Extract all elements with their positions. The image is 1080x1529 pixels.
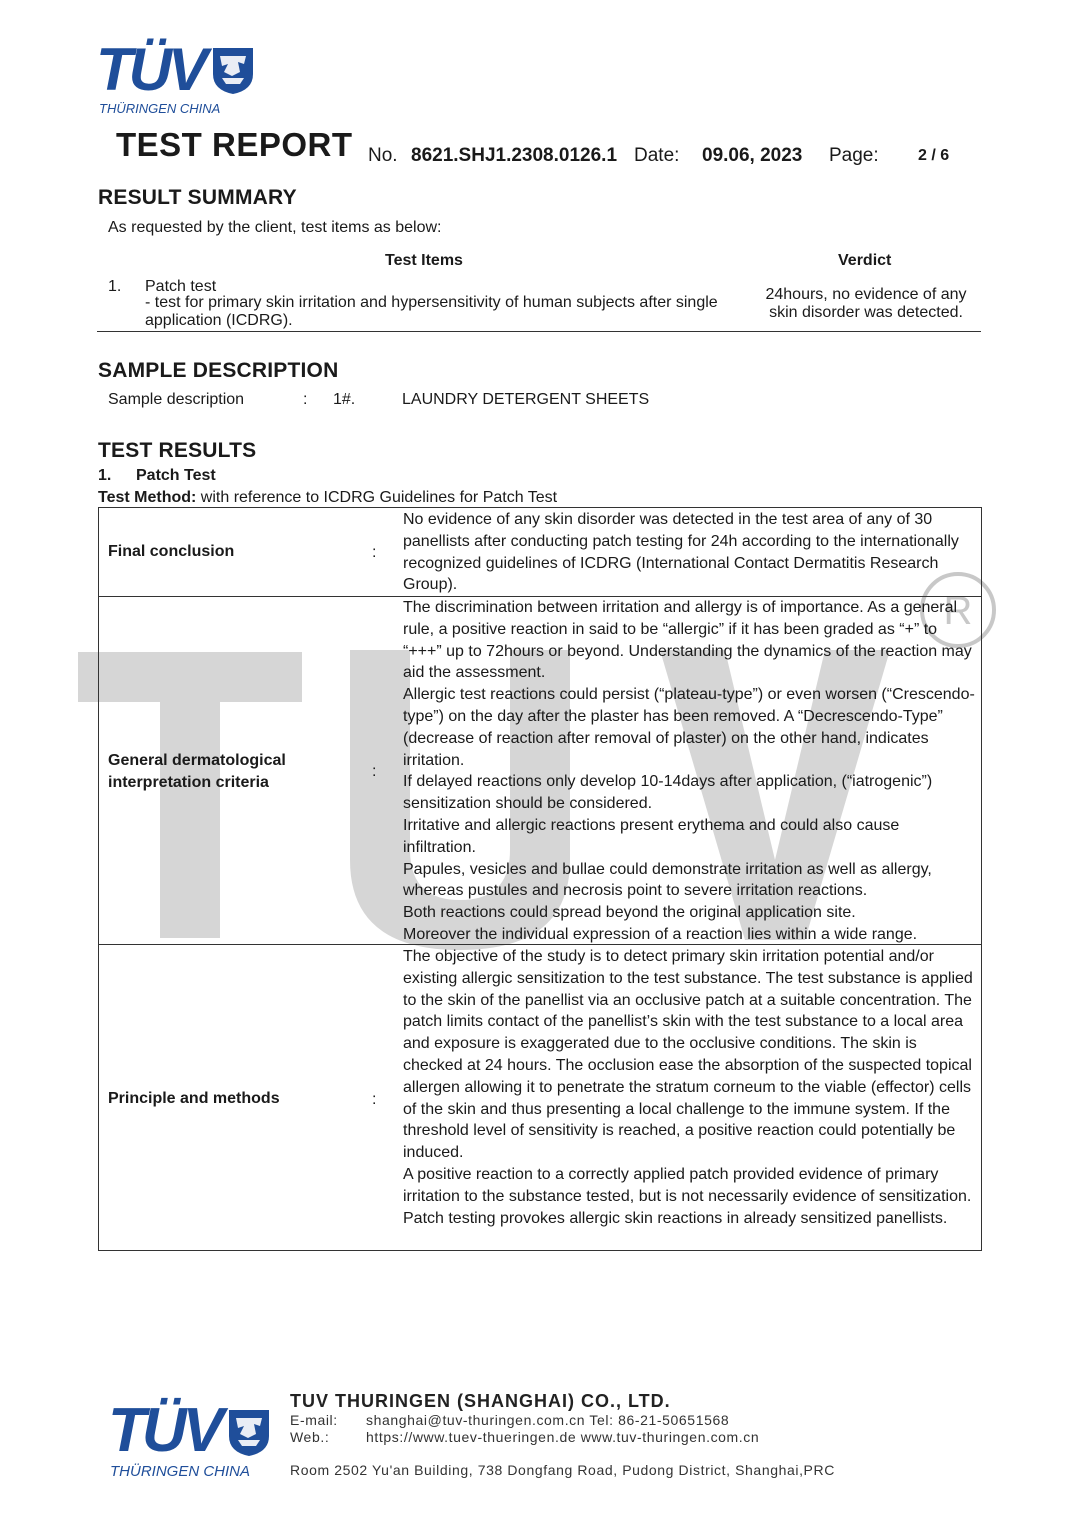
lion-shield-icon [226, 1408, 272, 1458]
summary-row-verdict: 24hours, no evidence of any skin disorder was detected. [765, 286, 967, 321]
footer-email-link[interactable]: shanghai@tuv-thuringen.com.cn Tel: 86-21-50651568 [366, 1412, 730, 1428]
row-label: Final conclusion [108, 543, 235, 560]
test-results-sub-title: Patch Test [136, 467, 216, 484]
svg-text:R: R [943, 589, 973, 633]
table-row [99, 596, 981, 944]
report-date-label: Date: [634, 145, 680, 166]
logo-brand-text: TÜV [96, 36, 204, 103]
sample-description-heading: SAMPLE DESCRIPTION [98, 359, 339, 382]
footer-address: Room 2502 Yu'an Building, 738 Dongfang Road, Pudong District, Shanghai,PRC [290, 1462, 835, 1478]
footer-web-label: Web.: [290, 1429, 330, 1445]
col-verdict: Verdict [838, 252, 892, 269]
result-summary-heading: RESULT SUMMARY [98, 186, 297, 209]
footer-web-link[interactable]: https://www.tuev-thueringen.de www.tuv-thuringen.com.cn [366, 1429, 760, 1445]
report-page-value: 2 / 6 [918, 147, 950, 164]
summary-divider [97, 331, 981, 332]
footer-logo-brand: TÜV [108, 1396, 220, 1465]
sample-id: 1#. [333, 391, 356, 408]
summary-row-detail: - test for primary skin irritation and hypersensitivity of human subjects after single application (ICDRG). [145, 294, 718, 329]
row-text: The objective of the study is to detect primary skin irritation potential and/or existing allergic sensitization to the test substance. The test substance is applied to the skin of the panellist via an occlusive patch at a suitable concentration. The patch limits contact of the panellist’s skin with the test substance to a local area and exposure is exaggerated due to the occlusive conditions. The skin is checked at 24 hours. The occlusion ease the absorption of the suspected topical allergen allowing it to penetrate the stratum corneum to the viable (effector) cells of the skin and thus presenting a local challenge to the immune system. If the threshold level of sensitivity is reached, a positive reaction could potentially be induced. A positive reaction to a correctly applied patch provided evidence of primary irritation to the substance tested, but is not necessarily evidence of sensitization. Patch testing provokes allergic skin reactions in already sensitized panellists. [403, 948, 973, 1227]
report-page-label: Page: [829, 145, 879, 166]
result-summary-intro: As requested by the client, test items as below: [108, 219, 442, 236]
report-title: TEST REPORT [116, 126, 353, 163]
test-method-value: with reference to ICDRG Guidelines for Patch Test [196, 489, 558, 506]
logo-subtitle: THÜRINGEN CHINA [99, 101, 221, 116]
row-text: No evidence of any skin disorder was detected in the test area of any of 30 panellists after conducting patch testing for 24h according to the internationally recognized guidelines of ICDRG (International Contact Dermatitis Research Group). [403, 511, 959, 594]
table-row [99, 944, 981, 1250]
footer-logo [108, 1396, 272, 1480]
test-method [98, 487, 557, 509]
row-label: Principle and methods [108, 1090, 280, 1107]
report-date-value: 09.06, 2023 [702, 145, 803, 166]
row-colon: : [372, 1091, 377, 1108]
col-test-items: Test Items [385, 252, 463, 269]
test-method-label: Test Method: [98, 489, 197, 506]
test-results-table [98, 507, 982, 1251]
lion-shield-icon [210, 46, 256, 96]
test-results-heading: TEST RESULTS [98, 439, 257, 462]
sample-value: LAUNDRY DETERGENT SHEETS [402, 391, 650, 408]
footer-logo-subtitle: THÜRINGEN CHINA [110, 1463, 251, 1480]
sample-description-label: Sample description [108, 391, 245, 408]
footer-email-label: E-mail: [290, 1412, 338, 1428]
header-logo [96, 36, 256, 116]
summary-row-name: Patch test [145, 278, 217, 295]
table-row [99, 508, 981, 596]
report-no-label: No. [368, 145, 398, 166]
footer-company: TUV THURINGEN (SHANGHAI) CO., LTD. [290, 1391, 671, 1411]
report-no-value: 8621.SHJ1.2308.0126.1 [411, 145, 618, 166]
summary-row-num: 1. [108, 278, 122, 295]
sample-description-colon: : [303, 391, 308, 408]
test-results-sub-num: 1. [98, 467, 112, 484]
row-label: General dermatological interpretation criteria [108, 752, 286, 791]
row-text: The discrimination between irritation and allergy is of importance. As a general rule, a positive reaction in said to be “allergic” if it has been graded as “+” to “+++” up to 72hours or beyond. Understanding the dynamics of the reaction may aid the assessment. Allergic test reactions could persist (“plateau-type”) or even worsen (“Crescendo-type”) on the day after the plaster has been removed. A “Decrescendo-Type” (decrease of reaction after removal of plaster) on the other hand, indicates irritation. If delayed reactions only develop 10-14days after application, (“iatrogenic”) sensitization should be considered. Irritative and allergic reactions present erythema and could also cause infiltration. Papules, vesicles and bullae could demonstrate irritation as well as allergy, whereas pustules and necrosis point to severe irritation reactions. Both reactions could spread beyond the original application site. Moreover the individual expression of a reaction lies within a wide range. [403, 599, 975, 943]
row-colon: : [372, 544, 377, 561]
row-colon: : [372, 763, 377, 780]
